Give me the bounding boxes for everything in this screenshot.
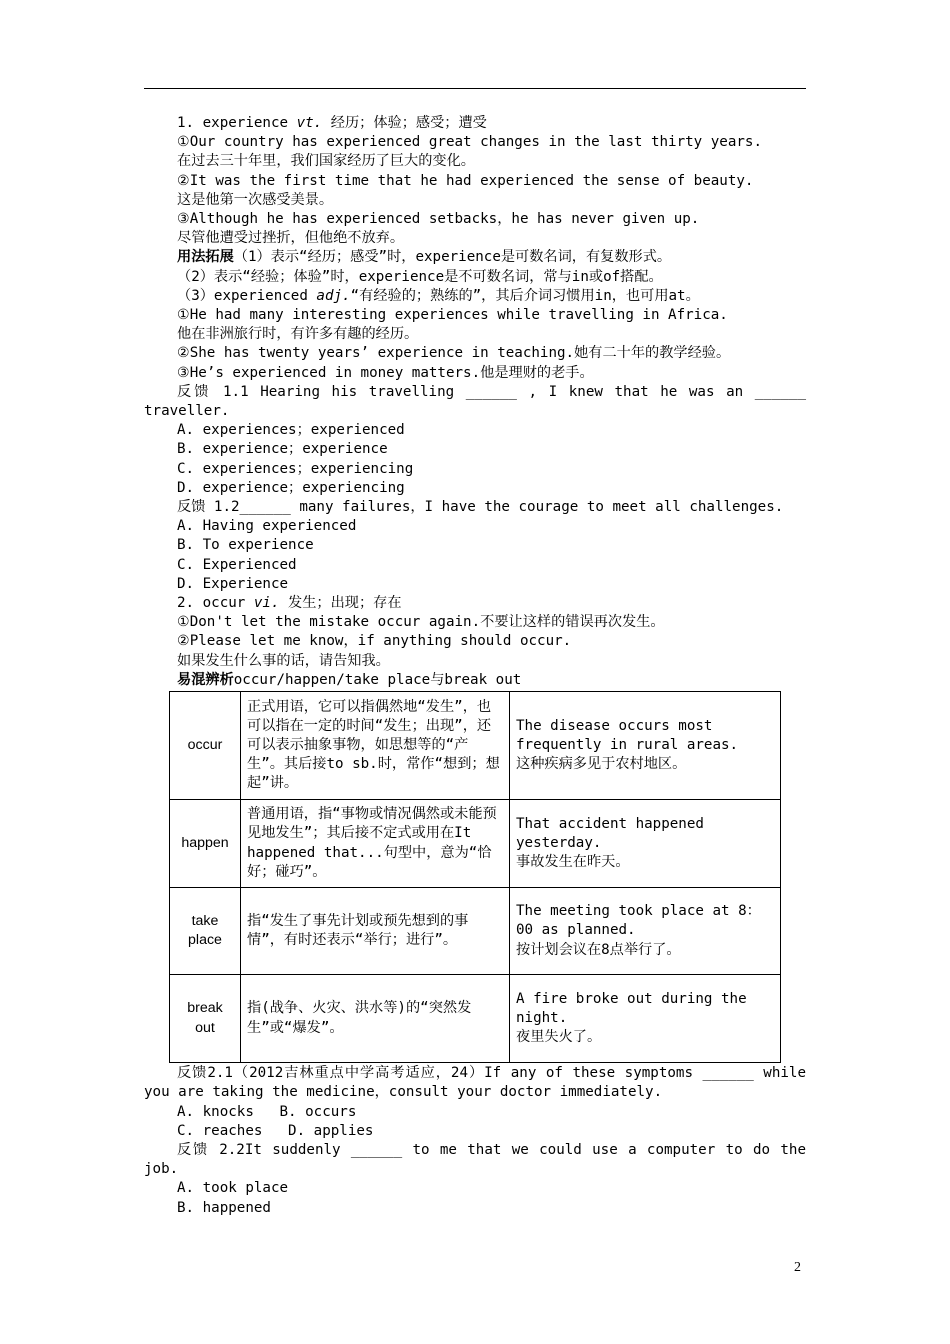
question-2-2-stem-cont: job. xyxy=(144,1161,179,1178)
question-2-1-stem-cont: you are taking the medicine，consult your doctor immediately. xyxy=(144,1084,663,1101)
option: A. took place xyxy=(177,1180,289,1197)
table-example: The meeting took place at 8：00 as planned. 按计划会议在8点举行了。 xyxy=(510,888,781,975)
option: C. Experienced xyxy=(177,556,297,573)
table-row xyxy=(170,975,781,1063)
table-example: That accident happened yesterday. 事故发生在昨天。 xyxy=(510,800,781,888)
option: B. happened xyxy=(177,1199,271,1216)
example-en: ②It was the first time that he had experienced the sense of beauty. xyxy=(177,172,754,189)
option: B. experience；experience xyxy=(177,441,388,458)
example-zh: 在过去三十年里，我们国家经历了巨大的变化。 xyxy=(177,153,475,170)
example-en: ③Although he has experienced setbacks，he has never given up. xyxy=(177,211,700,228)
confusion-heading: 易混辨析 xyxy=(177,671,234,688)
usage-line-1: 用法拓展（1）表示“经历；感受”时，experience是可数名词，有复数形式。 xyxy=(177,249,672,266)
table-usage: 正式用语，它可以指偶然地“发生”，也可以指在一定的时间“发生；出现”，还可以表示抽象事物，如思想等的“产生”。其后接to sb.时，常作“想到；想起”讲。 xyxy=(241,692,510,800)
table-example: A fire broke out during the night. 夜里失火了。 xyxy=(510,975,781,1063)
usage-heading: 用法拓展 xyxy=(177,249,234,266)
option: D. Experience xyxy=(177,575,289,592)
option: A. experiences；experienced xyxy=(177,422,405,439)
document-body xyxy=(144,114,806,1218)
example: ①Don't let the mistake occur again.不要让这样的错误再次发生。 xyxy=(177,614,665,631)
example-en: ②Please let me know，if anything should occur. xyxy=(177,633,572,650)
table-word: happen xyxy=(170,800,241,888)
option: A. Having experienced xyxy=(177,518,357,535)
example-zh: 这是他第一次感受美景。 xyxy=(177,191,334,208)
usage-example: ②She has twenty years’ experience in teaching.她有二十年的教学经验。 xyxy=(177,345,731,362)
table-row xyxy=(170,692,781,800)
example-en: ①Our country has experienced great changes in the last thirty years. xyxy=(177,134,763,151)
option: C. experiences；experiencing xyxy=(177,460,414,477)
question-1-1-stem-cont: traveller. xyxy=(144,403,230,420)
table-usage: 指(战争、火灾、洪水等)的“突然发生”或“爆发”。 xyxy=(241,975,510,1063)
page-number: 2 xyxy=(794,1260,801,1275)
table-row xyxy=(170,888,781,975)
question-1-1-stem: 反馈 1.1 Hearing his travelling ______ , I knew that he was an ______ xyxy=(177,383,806,400)
usage-line-2: （2）表示“经验；体验”时，experience是不可数名词，常与in或of搭配。 xyxy=(177,268,663,285)
option: B. To experience xyxy=(177,537,314,554)
item-2-heading: 2. occur vi. 发生；出现；存在 xyxy=(177,595,402,612)
usage-example-zh: 他在非洲旅行时，有许多有趣的经历。 xyxy=(177,326,419,343)
table-word: occur xyxy=(170,692,241,800)
table-word: take place xyxy=(170,888,241,975)
usage-example-en: ①He had many interesting experiences while travelling in Africa. xyxy=(177,307,728,324)
table-usage: 指“发生了事先计划或预先想到的事情”，有时还表示“举行；进行”。 xyxy=(241,888,510,975)
usage-line-3: （3）experienced adj.“有经验的；熟练的”，其后介词习惯用in，也可用at。 xyxy=(177,287,700,304)
table-example: The disease occurs most frequently in rural areas. 这种疾病多见于农村地区。 xyxy=(510,692,781,800)
header-rule xyxy=(144,88,806,89)
option: D. experience；experiencing xyxy=(177,479,405,496)
option-row: C. reaches D. applies xyxy=(177,1122,374,1139)
comparison-table xyxy=(169,691,781,1063)
table-usage: 普通用语，指“事物或情况偶然或未能预见地发生”；其后接不定式或用在It happened that...句型中，意为“恰好；碰巧”。 xyxy=(241,800,510,888)
table-word: break out xyxy=(170,975,241,1063)
question-1-2-stem: 反馈 1.2______ many failures，I have the courage to meet all challenges. xyxy=(177,499,784,516)
example-zh: 尽管他遭受过挫折，但他绝不放弃。 xyxy=(177,230,405,247)
option-row: A. knocks B. occurs xyxy=(177,1103,357,1120)
question-2-2-stem: 反馈 2.2It suddenly ______ to me that we could use a computer to do the xyxy=(177,1141,806,1158)
item-1-heading: 1. experience vt. 经历；体验；感受；遭受 xyxy=(177,115,487,131)
usage-example: ③He’s experienced in money matters.他是理财的老手。 xyxy=(177,364,594,381)
example-zh: 如果发生什么事的话，请告知我。 xyxy=(177,652,390,669)
table-row xyxy=(170,800,781,888)
confusion-heading-line: 易混辨析occur/happen/take place与break out xyxy=(177,671,522,688)
question-2-1-stem: 反馈2.1（2012吉林重点中学高考适应，24）If any of these symptoms ______ while xyxy=(177,1065,806,1082)
